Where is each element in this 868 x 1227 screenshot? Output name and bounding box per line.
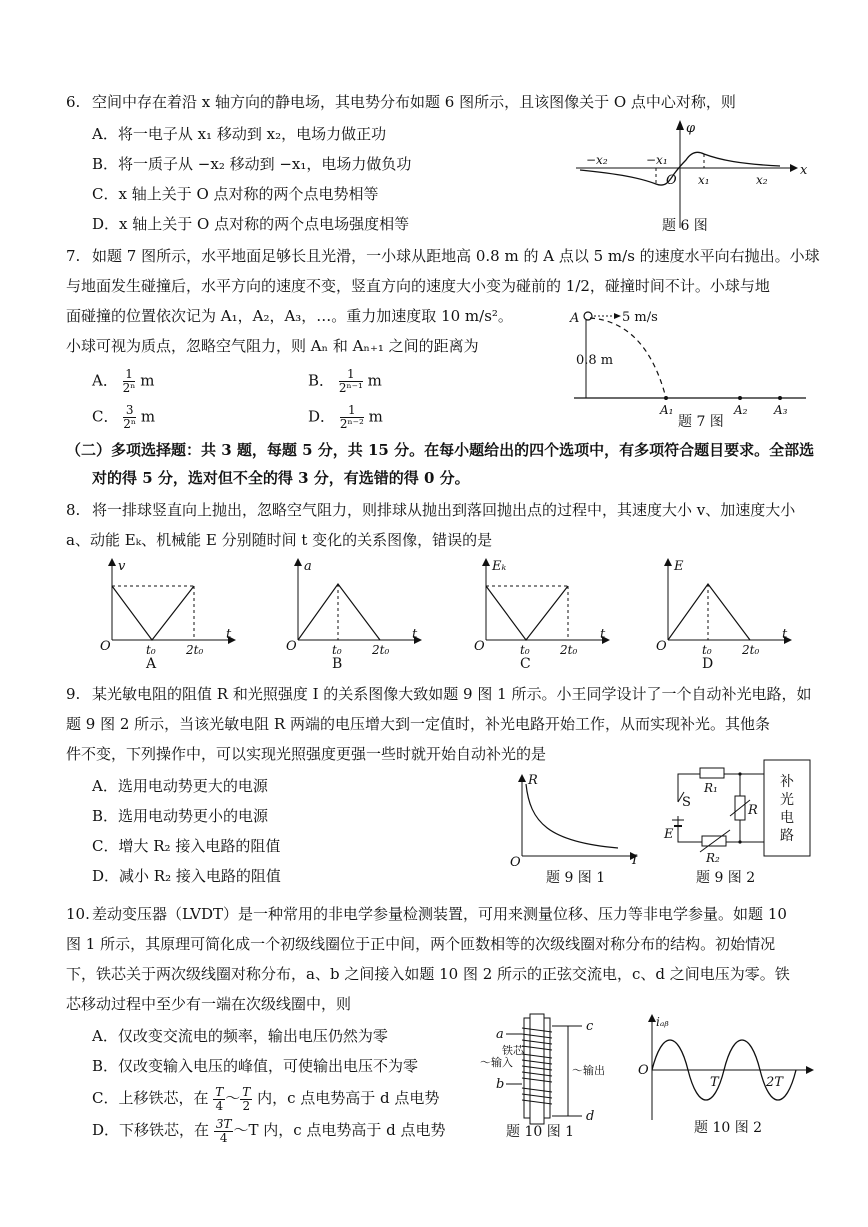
q7-c-fraction: $\frac{3}{\text{2ⁿ}}$ [123, 403, 137, 431]
q8-b-origin: O [286, 639, 297, 654]
q9-figure-2 [652, 756, 822, 886]
q9-line2: 题 9 图 2 所示，当该光敏电阻 R 两端的电压增大到一定值时，补光电路开始工作，从而实现补光。其他条 [66, 715, 770, 733]
q7-fig-v: 5 m/s [622, 310, 658, 325]
q8-a-2t0: 2t₀ [186, 643, 204, 657]
q10-fig2-2t: 2T [766, 1075, 783, 1090]
q8-line1: 将一排球竖直向上抛出，忽略空气阻力，则排球从抛出到落回抛出点的过程中，其速度大小 v、加速度大小 [92, 501, 796, 519]
q8-d-origin: O [656, 639, 667, 654]
q10-line2: 图 1 所示，其原理可简化成一个初级线圈位于正中间，两个匝数相等的次级线圈对称分布的结构。初始情况 [66, 935, 776, 953]
q10-line1: 差动变压器（LVDT）是一种常用的非电学参量检测装置，可用来测量位移、压力等非电学参量。如题 10 [92, 905, 787, 923]
q7-figure [566, 304, 816, 432]
q7-b-fraction: $\frac{1}{\text{2ⁿ⁻¹}}$ [338, 367, 363, 395]
q7-option-a [92, 368, 154, 395]
q8-b-taxis: t [412, 627, 418, 642]
q9-fig2-box-1: 补 [780, 774, 794, 790]
q8-graph-d [656, 558, 796, 670]
q8-d-yaxis: E [674, 559, 684, 574]
q9-fig2-r: R [748, 803, 758, 818]
q10-option-a: A．仅改变交流电的频率，输出电压仍然为零 [92, 1027, 388, 1045]
q10-option-d [92, 1114, 446, 1146]
q9-option-c: C．增大 R₂ 接入电路的阻值 [92, 837, 281, 855]
q10-fig1-b: b [496, 1077, 505, 1092]
q10-fig1-output: ～输出 [572, 1064, 605, 1077]
q10-c-frac1: $\frac{T}{4}$ [215, 1084, 224, 1113]
q10-c-tilde: ～ [225, 1089, 241, 1107]
q9-fig2-r1: R₁ [704, 781, 718, 795]
q8-a-origin: O [100, 639, 111, 654]
q6-number: 6. [66, 93, 81, 111]
q8-d-t0: t₀ [702, 643, 712, 657]
q8-c-origin: O [474, 639, 485, 654]
q9-figure-1 [508, 772, 648, 886]
q10-fig1-caption: 题 10 图 1 [506, 1124, 575, 1140]
q7-a-fraction: $\frac{1}{\text{2ⁿ}}$ [122, 367, 136, 395]
q10-fig1-core: 铁芯 [502, 1044, 524, 1057]
q6-fig-phi: φ [686, 121, 696, 136]
q10-line3: 下，铁芯关于两次级线圈对称分布，a、b 之间接入如题 10 图 2 所示的正弦交流电，c、d 之间电压为零。铁 [66, 965, 790, 983]
q9-fig1-o: O [510, 855, 521, 870]
q7-b-label: B． [308, 371, 335, 390]
q6-option-d: D．x 轴上关于 O 点对称的两个点电场强度相等 [92, 215, 410, 233]
q8-a-yaxis: v [118, 559, 126, 574]
q10-d-suffix: ～T 内，c 点电势高于 d 点电势 [233, 1121, 446, 1139]
q10-option-b: B．仅改变输入电压的峰值，可使输出电压不为零 [92, 1057, 419, 1075]
q8-c-2t0: 2t₀ [560, 643, 578, 657]
q9-fig2-r2: R₂ [706, 851, 720, 865]
q8-graph-b [286, 558, 426, 670]
q8-c-taxis: t [600, 627, 606, 642]
q6-fig-x: x [800, 163, 808, 178]
q10-d-frac: $\frac{3T}{4}$ [215, 1116, 232, 1145]
q7-option-c [92, 404, 155, 431]
q7-a-label: A． [92, 371, 118, 390]
q9-number: 9. [66, 685, 81, 703]
q10-fig2-i: iₐᵦ [656, 1015, 669, 1029]
q10-figure-1 [472, 1012, 622, 1140]
q7-option-d [308, 404, 383, 431]
q8-graph-a [100, 558, 240, 670]
q8-a-t0: t₀ [146, 643, 156, 657]
q7-d-label: D． [308, 407, 336, 426]
q10-line4: 芯移动过程中至少有一端在次级线圈中，则 [66, 995, 352, 1013]
q10-d-prefix: D．下移铁芯，在 [92, 1121, 210, 1139]
q10-fig1-d: d [586, 1109, 595, 1124]
q10-fig1-input: ～输入 [480, 1056, 513, 1069]
q8-graph-c [474, 558, 614, 670]
q8-c-label: C [520, 656, 531, 672]
q9-fig2-caption: 题 9 图 2 [696, 870, 756, 886]
q7-c-unit: m [140, 407, 156, 426]
q7-fig-h: 0.8 m [576, 353, 614, 368]
q10-option-c [92, 1082, 439, 1114]
q9-fig1-i: I [632, 853, 638, 868]
q9-fig2-box-2: 光 [780, 792, 794, 808]
q10-fig2-o: O [638, 1063, 649, 1078]
q9-fig1-r: R [528, 773, 538, 788]
q7-fig-a3: A₃ [774, 403, 788, 417]
q8-c-yaxis: Eₖ [492, 559, 507, 574]
q8-number: 8. [66, 501, 81, 519]
q7-a-unit: m [140, 371, 155, 390]
section2-scoring: 对的得 5 分，选对但不全的得 3 分，有选错的得 0 分。 [92, 469, 470, 487]
q10-c-suffix: 内，c 点电势高于 d 点电势 [257, 1089, 440, 1107]
q6-option-c: C．x 轴上关于 O 点对称的两个点电势相等 [92, 185, 379, 203]
q8-b-label: B [332, 656, 343, 672]
q6-option-b: B．将一质子从 −x₂ 移动到 −x₁，电场力做负功 [92, 155, 412, 173]
q10-c-prefix: C．上移铁芯，在 [92, 1089, 209, 1107]
q7-line2: 与地面发生碰撞后，水平方向的速度不变，竖直方向的速度大小变为碰前的 1/2，碰撞时间不计。小球与地 [66, 277, 770, 295]
q7-line1: 如题 7 图所示，水平地面足够长且光滑，一小球从距地高 0.8 m 的 A 点以 5 m/s 的速度水平向右抛出。小球 [92, 247, 820, 265]
q7-number: 7. [66, 247, 81, 265]
q8-c-t0: t₀ [520, 643, 530, 657]
q6-fig-nx2: −x₂ [586, 153, 608, 167]
q8-b-yaxis: a [304, 559, 312, 574]
q10-fig2-t: T [710, 1075, 719, 1090]
q9-fig2-e: E [664, 827, 674, 842]
q7-c-label: C． [92, 407, 119, 426]
q6-fig-x1: x₁ [698, 173, 710, 187]
q6-fig-caption: 题 6 图 [662, 218, 708, 234]
q7-line4: 小球可视为质点，忽略空气阻力，则 Aₙ 和 Aₙ₊₁ 之间的距离为 [66, 337, 479, 355]
q8-d-label: D [702, 656, 714, 672]
q6-figure [570, 118, 810, 238]
q9-line1: 某光敏电阻的阻值 R 和光照强度 I 的关系图像大致如题 9 图 1 所示。小王同学设计了一个自动补光电路，如 [92, 685, 812, 703]
q9-fig2-box-3: 电 [780, 810, 794, 826]
q6-stem: 空间中存在着沿 x 轴方向的静电场，其电势分布如题 6 图所示，且该图像关于 O 点中心对称，则 [92, 93, 736, 111]
q7-line3: 面碰撞的位置依次记为 A₁，A₂，A₃，…。重力加速度取 10 m/s²。 [66, 307, 513, 325]
q7-d-unit: m [368, 407, 383, 426]
q9-option-a: A．选用电动势更大的电源 [92, 777, 268, 795]
q7-fig-a: A [570, 311, 580, 326]
q7-fig-a1: A₁ [660, 403, 674, 417]
q7-d-fraction: $\frac{1}{\text{2ⁿ⁻²}}$ [339, 403, 364, 431]
q8-a-taxis: t [226, 627, 232, 642]
q8-b-2t0: 2t₀ [372, 643, 390, 657]
q6-fig-o: O [666, 173, 677, 188]
q10-number: 10. [66, 905, 90, 923]
q7-b-unit: m [367, 371, 382, 390]
q7-fig-caption: 题 7 图 [678, 414, 724, 430]
q9-fig2-s: S [682, 795, 691, 810]
q6-fig-x2: x₂ [756, 173, 768, 187]
q7-option-b [308, 368, 382, 395]
q8-a-label: A [146, 656, 157, 672]
q8-d-taxis: t [782, 627, 788, 642]
q8-line2: a、动能 Eₖ、机械能 E 分别随时间 t 变化的关系图像，错误的是 [66, 531, 493, 549]
section2-heading: （二）多项选择题：共 3 题，每题 5 分，共 15 分。在每小题给出的四个选项中，有多项符合题目要求。全部选 [66, 441, 815, 459]
q10-c-frac2: $\frac{T}{2}$ [242, 1084, 251, 1113]
q8-b-t0: t₀ [332, 643, 342, 657]
q9-fig1-caption: 题 9 图 1 [546, 870, 606, 886]
q9-option-d: D．减小 R₂ 接入电路的阻值 [92, 867, 281, 885]
q6-option-a: A．将一电子从 x₁ 移动到 x₂，电场力做正功 [92, 125, 387, 143]
q10-figure-2 [630, 1010, 820, 1140]
q7-fig-a2: A₂ [734, 403, 748, 417]
q9-fig2-box-4: 路 [780, 828, 794, 844]
q9-option-b: B．选用电动势更小的电源 [92, 807, 269, 825]
q9-line3: 件不变，下列操作中，可以实现光照强度更强一些时就开始自动补光的是 [66, 745, 547, 763]
q6-fig-nx1: −x₁ [646, 153, 668, 167]
q10-fig1-a: a [496, 1027, 504, 1042]
q8-d-2t0: 2t₀ [742, 643, 760, 657]
q10-fig1-c: c [586, 1019, 594, 1034]
q10-fig2-caption: 题 10 图 2 [694, 1120, 763, 1136]
